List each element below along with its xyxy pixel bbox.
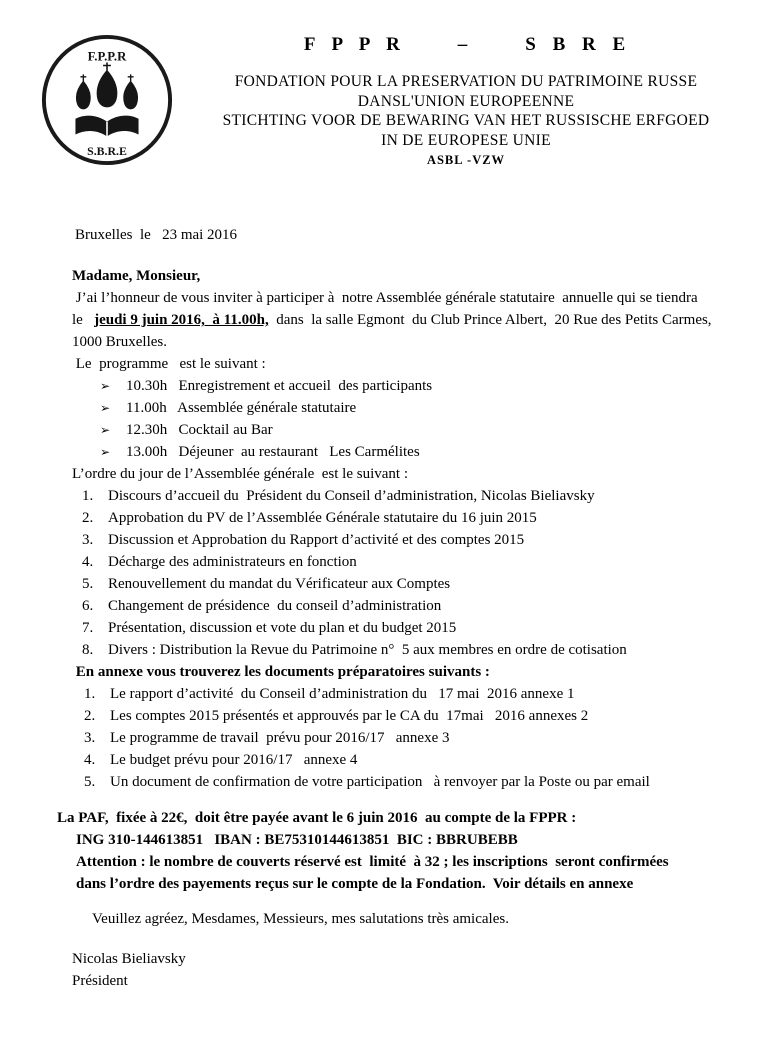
invitation-text-before: J’ai l’honneur de vous inviter à participer à notre Assemblée générale statutaire annuelle qui se tiendra le xyxy=(72,290,713,328)
annex-item-text: Un document de confirmation de votre participation à renvoyer par la Poste ou par email xyxy=(110,774,650,790)
program-item-text: 12.30h Cocktail au Bar xyxy=(126,422,273,438)
program-item xyxy=(72,419,718,441)
agenda-item-text: Discours d’accueil du Président du Conseil d’administration, Nicolas Bieliavsky xyxy=(108,488,595,504)
agenda-item xyxy=(72,551,718,573)
arrow-bullet-icon: ➢ xyxy=(100,401,111,415)
agenda-item-number: 2. xyxy=(82,510,94,526)
letterhead xyxy=(0,0,782,174)
org-name-nl-line-2: IN DE EUROPESE UNIE xyxy=(381,131,551,149)
bank-account-line: ING 310-144613851 IBAN : BE75310144613851 BIC : BBRUBEBB xyxy=(76,832,518,848)
annex-item-text: Le rapport d’activité du Conseil d’administration du 17 mai 2016 annexe 1 xyxy=(110,686,575,702)
program-item xyxy=(72,375,718,397)
agenda-item-number: 7. xyxy=(82,620,94,636)
program-item xyxy=(72,441,718,463)
foundation-logo xyxy=(38,26,176,174)
agenda-item-number: 8. xyxy=(82,642,94,658)
arrow-bullet-icon: ➢ xyxy=(100,445,111,459)
agenda-item-number: 5. xyxy=(82,576,94,592)
invitation-text-after: dans la salle Egmont du Club Prince Albert, 20 Rue des Petits Carmes, 1000 Bruxelles. xyxy=(72,312,720,350)
meeting-datetime: jeudi 9 juin 2016, à 11.00h, xyxy=(94,312,269,328)
logo-top-text: F.P.P.R xyxy=(87,49,127,64)
signature-block xyxy=(72,948,718,992)
annex-item xyxy=(72,771,718,793)
agenda-item-text: Renouvellement du mandat du Vérificateur aux Comptes xyxy=(108,576,451,592)
church-domes-icon xyxy=(76,63,137,109)
agenda-item xyxy=(72,617,718,639)
agenda-item-text: Changement de présidence du conseil d’administration xyxy=(108,598,442,614)
letterhead-text xyxy=(176,26,782,168)
agenda-item-text: Présentation, discussion et vote du plan et du budget 2015 xyxy=(108,620,457,636)
annex-item xyxy=(72,727,718,749)
program-item-text: 10.30h Enregistrement et accueil des participants xyxy=(126,378,433,394)
dateline: Bruxelles le 23 mai 2016 xyxy=(75,227,238,243)
annex-item-number: 4. xyxy=(84,752,96,768)
org-name-fr-line-1: FONDATION POUR LA PRESERVATION DU PATRIMOINE RUSSE xyxy=(234,73,698,90)
annex-heading: En annexe vous trouverez les documents préparatoires suivants : xyxy=(72,664,490,680)
arrow-bullet-icon: ➢ xyxy=(100,423,111,437)
agenda-item xyxy=(72,595,718,617)
legal-form-label: ASBL -VZW xyxy=(426,153,506,167)
annex-item-number: 2. xyxy=(84,708,96,724)
agenda-heading: L’ordre du jour de l’Assemblée générale est le suivant : xyxy=(72,466,409,482)
salutation: Madame, Monsieur, xyxy=(72,268,201,284)
payment-notice xyxy=(57,807,718,895)
attention-line-1: Attention : le nombre de couverts réservé est limité à 32 ; les inscriptions seront confirmées xyxy=(76,854,669,870)
agenda-item-number: 4. xyxy=(82,554,94,570)
org-acronym-title: F P P R – S B R E xyxy=(303,34,629,55)
agenda-item xyxy=(72,507,718,529)
agenda-item-text: Discussion et Approbation du Rapport d’activité et des comptes 2015 xyxy=(108,532,525,548)
signature-title: Président xyxy=(72,973,128,989)
foundation-logo-icon xyxy=(38,26,176,174)
org-name-nl-line-1: STICHTING VOOR DE BEWARING VAN HET RUSSISCHE ERFGOED xyxy=(222,112,710,129)
paf-amount-line: La PAF, fixée à 22€, doit être payée avant le 6 juin 2016 au compte de la FPPR : xyxy=(57,810,577,826)
agenda-item-text: Décharge des administrateurs en fonction xyxy=(108,554,357,570)
program-heading: Le programme est le suivant : xyxy=(72,356,266,372)
org-name-fr-line-2: DANSL'UNION EUROPEENNE xyxy=(357,92,575,110)
signature-name: Nicolas Bieliavsky xyxy=(72,951,186,967)
agenda-item xyxy=(72,639,718,661)
annex-item-text: Le budget prévu pour 2016/17 annexe 4 xyxy=(110,752,358,768)
program-list xyxy=(72,375,718,463)
annex-item-number: 5. xyxy=(84,774,96,790)
annex-item-text: Le programme de travail prévu pour 2016/17 annexe 3 xyxy=(110,730,450,746)
agenda-item-number: 6. xyxy=(82,598,94,614)
invitation-paragraph xyxy=(72,287,718,353)
program-item-text: 11.00h Assemblée générale statutaire xyxy=(126,400,357,416)
logo-bottom-text: S.B.R.E xyxy=(87,144,127,159)
agenda-list xyxy=(72,485,718,661)
open-book-icon xyxy=(75,116,138,137)
annex-list xyxy=(72,683,718,793)
program-item xyxy=(72,397,718,419)
annex-item-text: Les comptes 2015 présentés et approuvés par le CA du 17mai 2016 annexes 2 xyxy=(110,708,589,724)
agenda-item xyxy=(72,573,718,595)
arrow-bullet-icon: ➢ xyxy=(100,379,111,393)
closing-salutation: Veuillez agréez, Mesdames, Messieurs, mes salutations très amicales. xyxy=(92,911,509,927)
agenda-item xyxy=(72,529,718,551)
annex-item-number: 1. xyxy=(84,686,96,702)
annex-item xyxy=(72,683,718,705)
agenda-item-text: Divers : Distribution la Revue du Patrimoine n° 5 aux membres en ordre de cotisation xyxy=(108,642,627,658)
attention-line-2: dans l’ordre des payements reçus sur le compte de la Fondation. Voir détails en annexe xyxy=(76,876,634,892)
program-item-text: 13.00h Déjeuner au restaurant Les Carmélites xyxy=(126,444,420,460)
agenda-item xyxy=(72,485,718,507)
org-names xyxy=(184,72,748,150)
annex-item-number: 3. xyxy=(84,730,96,746)
agenda-item-number: 1. xyxy=(82,488,94,504)
annex-item xyxy=(72,705,718,727)
agenda-item-number: 3. xyxy=(82,532,94,548)
annex-item xyxy=(72,749,718,771)
agenda-item-text: Approbation du PV de l’Assemblée Générale statutaire du 16 juin 2015 xyxy=(108,510,537,526)
letter-body xyxy=(0,224,782,992)
